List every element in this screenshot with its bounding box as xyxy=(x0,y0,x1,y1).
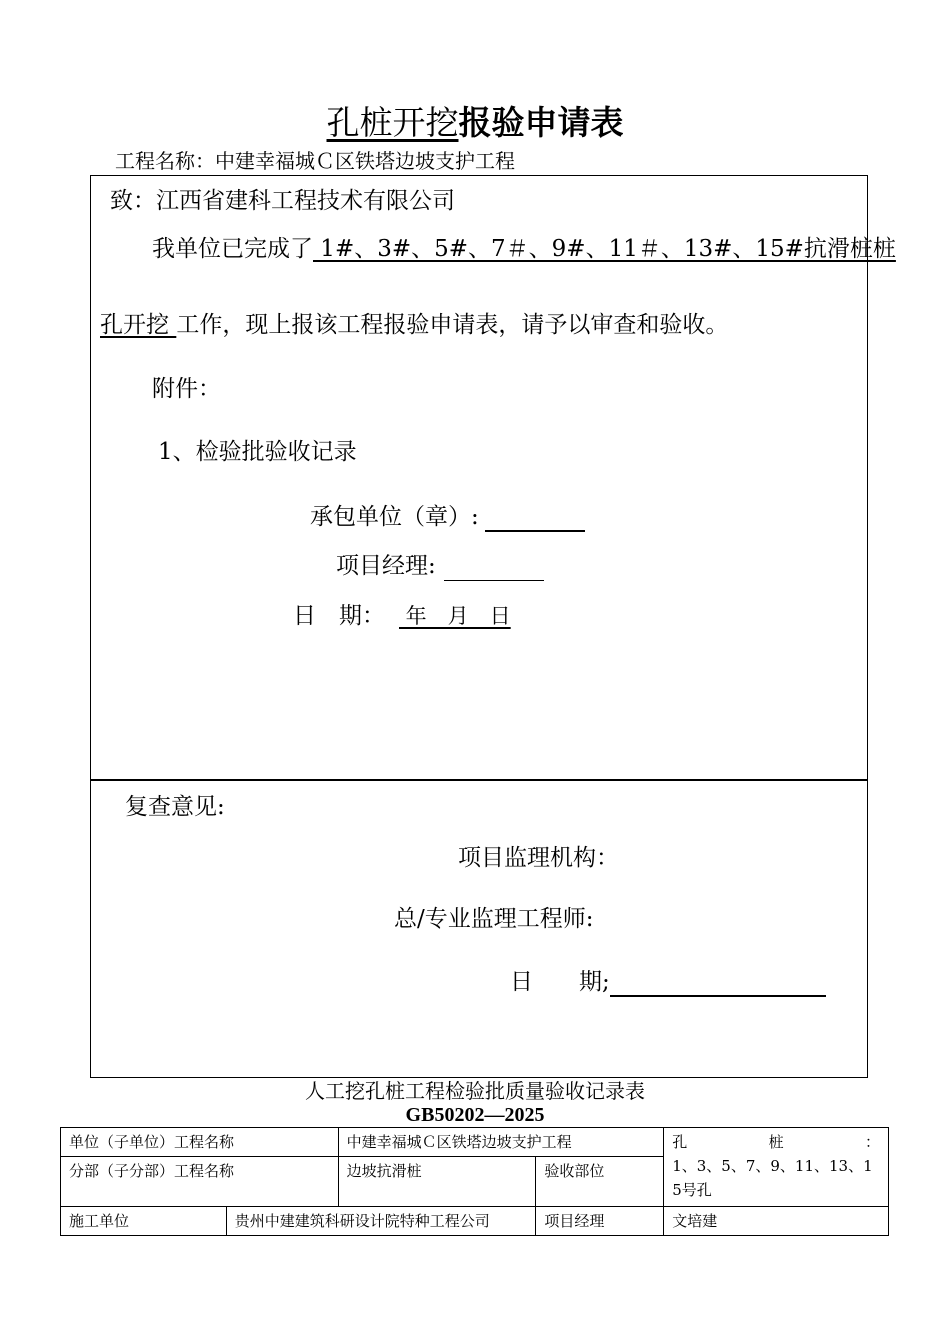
contractor-row xyxy=(310,502,585,532)
table-cell: 边坡抗滑桩 xyxy=(338,1157,536,1207)
table-cell: 单位（子单位）工程名称 xyxy=(61,1128,339,1157)
form-title-part1: 孔桩开挖 xyxy=(326,103,459,142)
pile-label-char: ： xyxy=(864,1133,880,1151)
review-opinion-label: 复查意见: xyxy=(125,794,225,820)
manager-row xyxy=(336,551,544,581)
manager-label: 项目经理: xyxy=(336,553,436,579)
record-title: 人工挖孔桩工程检验批质量验收记录表 xyxy=(305,1079,645,1103)
application-box xyxy=(90,175,868,781)
body-works-1: 1#、3#、5#、7＃、9#、11＃、13#、15#抗滑桩桩 xyxy=(313,236,896,262)
review-date-line[interactable] xyxy=(610,969,826,997)
manager-signature-line[interactable] xyxy=(444,554,544,581)
body-line-2 xyxy=(100,310,728,340)
table-row xyxy=(61,1128,889,1157)
table-cell: 分部（子分部）工程名称 xyxy=(61,1157,339,1207)
pile-label xyxy=(672,1130,880,1154)
body-prefix: 我单位已完成了 xyxy=(152,236,313,262)
table-cell: 文培建 xyxy=(664,1207,889,1236)
date-label: 日 期： xyxy=(293,603,385,629)
review-date-label: 日 期; xyxy=(510,969,610,995)
pile-label-char: 桩 xyxy=(768,1133,784,1151)
pile-value: 1、3、5、7、9、11、13、15号孔 xyxy=(672,1157,873,1199)
body-line-1 xyxy=(152,234,896,264)
review-date-row xyxy=(510,967,826,997)
contractor-label: 承包单位（章）: xyxy=(310,504,479,530)
table-cell: 项目经理 xyxy=(536,1207,664,1236)
body-works-2: 孔开挖 xyxy=(100,312,177,338)
attachment-label: 附件： xyxy=(152,376,221,402)
record-code: GB50202—2025 xyxy=(405,1104,545,1126)
date-row xyxy=(293,601,511,631)
addressee: 致：江西省建科工程技术有限公司 xyxy=(110,188,455,214)
engineer-label: 总/专业监理工程师: xyxy=(394,906,594,932)
supervision-org-label: 项目监理机构： xyxy=(458,845,619,871)
pile-cell xyxy=(664,1128,889,1207)
form-title xyxy=(0,100,950,146)
form-title-part2: 报验申请表 xyxy=(458,103,624,142)
body-suffix: 工作，现上报该工程报验申请表，请予以审查和验收。 xyxy=(176,312,729,338)
pile-label-char: 孔 xyxy=(672,1133,688,1151)
record-table xyxy=(60,1127,889,1236)
contractor-signature-line[interactable] xyxy=(485,504,585,532)
table-row xyxy=(61,1207,889,1236)
table-cell: 施工单位 xyxy=(61,1207,227,1236)
date-value: 年 月 日 xyxy=(399,604,511,628)
table-cell: 中建幸福城Ｃ区铁塔边坡支护工程 xyxy=(338,1128,664,1157)
project-name: 工程名称：中建幸福城Ｃ区铁塔边坡支护工程 xyxy=(115,149,515,173)
table-cell: 验收部位 xyxy=(536,1157,664,1207)
attachment-item: 1、检验批验收记录 xyxy=(158,439,357,465)
table-cell: 贵州中建建筑科研设计院特种工程公司 xyxy=(226,1207,536,1236)
